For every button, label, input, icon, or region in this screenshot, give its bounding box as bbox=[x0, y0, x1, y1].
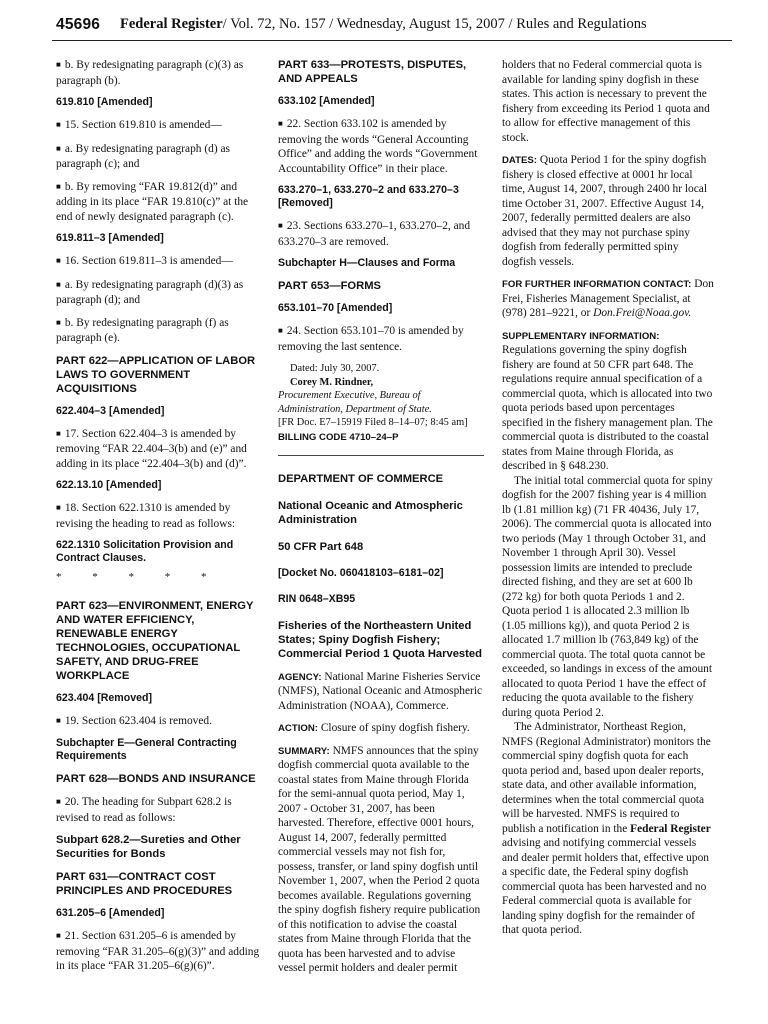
paragraph: ■ a. By redesignating paragraph (d) as paragraph (c); and bbox=[56, 142, 262, 172]
dated-line: Dated: July 30, 2007. bbox=[290, 363, 380, 374]
paragraph bbox=[502, 720, 714, 938]
part-heading: PART 622—APPLICATION OF LABOR LAWS TO GOVERNMENT ACQUISITIONS bbox=[56, 354, 256, 395]
section-heading: 622.404–3 [Amended] bbox=[56, 404, 165, 417]
agency-text: National Marine Fisheries Service (NMFS), National Oceanic and Atmospheric Administration (NOAA), Commerce. bbox=[278, 670, 483, 712]
ellipsis-stars: * * * * * bbox=[56, 571, 221, 583]
column-2 bbox=[278, 58, 484, 984]
paragraph: ■ b. By redesignating paragraph (f) as paragraph (e). bbox=[56, 316, 262, 346]
subpart-heading: Subpart 628.2—Sureties and Other Securities for Bonds bbox=[56, 834, 241, 860]
part-heading: PART 628—BONDS AND INSURANCE bbox=[56, 773, 256, 785]
section-heading: 619.810 [Amended] bbox=[56, 96, 153, 108]
federal-register-ref: Federal Register bbox=[630, 822, 711, 835]
supplementary-label: SUPPLEMENTARY INFORMATION: bbox=[502, 330, 660, 342]
docket-number: [Docket No. 060418103–6181–02] bbox=[278, 566, 444, 579]
part-heading: PART 631—CONTRACT COST PRINCIPLES AND PROCEDURES bbox=[56, 871, 233, 897]
paragraph: ■ 22. Section 633.102 is amended by removing the words “General Accounting Office” and adding the words “Government Accountability Office” in their place. bbox=[278, 117, 484, 176]
department-heading: DEPARTMENT OF COMMERCE bbox=[278, 472, 444, 485]
signer-name: Corey M. Rindner, bbox=[290, 376, 374, 388]
paragraph: holders that no Federal commercial quota is available for landing spiny dogfish in these states. This action is necessary to prevent the fishery from exceeding its Period 1 quota and to allow for effective management of this stock. bbox=[502, 59, 710, 144]
dates-paragraph bbox=[502, 153, 714, 269]
paragraph: ■ 20. The heading for Subpart 628.2 is revised to read as follows: bbox=[56, 795, 262, 825]
subchapter-heading: Subchapter E—General Contracting Requirements bbox=[56, 737, 237, 762]
action-text: Closure of spiny dogfish fishery. bbox=[320, 722, 470, 734]
agency-paragraph bbox=[278, 670, 484, 714]
paragraph: ■ 18. Section 622.1310 is amended by revising the heading to read as follows: bbox=[56, 501, 262, 531]
paragraph: ■ 15. Section 619.810 is amended— bbox=[56, 118, 262, 134]
running-head bbox=[120, 16, 647, 33]
paragraph: ■ 19. Section 623.404 is removed. bbox=[56, 714, 262, 730]
signer-title: Procurement Executive, Bureau of Administration, Department of State. bbox=[278, 390, 432, 415]
section-heading: 633.102 [Amended] bbox=[278, 95, 375, 107]
part-heading: PART 623—ENVIRONMENT, ENERGY AND WATER EFFICIENCY, RENEWABLE ENERGY TECHNOLOGIES, OCCUPATIONAL SAFETY, AND DRUG-FREE WORKPLACE bbox=[56, 599, 254, 682]
contact-email: Don.Frei@Noaa.gov. bbox=[593, 307, 692, 319]
contact-text: Don Frei, Fisheries Management Specialist, at (978) 281–9221, or bbox=[502, 278, 714, 319]
supplementary-text: Regulations governing the spiny dogfish fishery are found at 50 CFR part 648. The regulations require annual specification of a commercial quota, which is allocated into two quota periods based upon percentages specified in the fishery management plan. The commercial quota is distributed to the coastal states from Maine through Florida, as described in § 648.230. bbox=[502, 344, 713, 472]
action-paragraph bbox=[278, 721, 484, 736]
paragraph: ■ b. By redesignating paragraph (c)(3) as paragraph (b). bbox=[56, 58, 262, 88]
cfr-part: 50 CFR Part 648 bbox=[278, 540, 364, 553]
paragraph-text: The Administrator, Northeast Region, NMFS (Regional Administrator) monitors the commercial spiny dogfish quota for each quota period and, based upon dealer reports, state data, and other available information, determines when the total commercial quota will be harvested. NMFS is required to publish a notification in the bbox=[502, 721, 711, 835]
agency-heading: National Oceanic and Atmospheric Administration bbox=[278, 499, 463, 526]
column-1 bbox=[56, 58, 262, 982]
supplementary-paragraph bbox=[502, 329, 714, 474]
contact-paragraph bbox=[502, 277, 714, 321]
fr-doc-line: [FR Doc. E7–15919 Filed 8–14–07; 8:45 am] bbox=[278, 417, 468, 428]
rin-number: RIN 0648–XB95 bbox=[278, 592, 356, 605]
paragraph: ■ 17. Section 622.404–3 is amended by removing “FAR 22.404–3(b) and (e)” and adding in its place “22.404–3(b) and (d)”. bbox=[56, 427, 262, 472]
section-heading: 633.270–1, 633.270–2 and 633.270–3 [Removed] bbox=[278, 184, 459, 209]
issue-info: / Vol. 72, No. 157 / Wednesday, August 15, 2007 / Rules and Regulations bbox=[222, 16, 647, 32]
paragraph-text: advising and notifying commercial vessels and dealer permit holders that, effective upon a specific date, the Federal spiny dogfish commercial quota has been harvested and no Federal commercial quota is available for landing spiny dogfish for the remainder of that quota period. bbox=[502, 837, 709, 936]
dates-label: DATES: bbox=[502, 155, 537, 166]
section-heading: 623.404 [Removed] bbox=[56, 691, 152, 704]
summary-text: NMFS announces that the spiny dogfish commercial quota available to the coastal states from Maine through Florida for the semi-annual quota period, May 1, 2007 - October 31, 2007, has been harvested. Therefore, effective 0001 hours, August 14, 2007, federally permitted commercial vessels may not fish for, possess, transfer, or land spiny dogfish until November 1, 2007, when the Period 2 quota becomes available. Regulations governing the spiny dogfish fishery require publication of this notification to advise the coastal states from Maine through Florida that the quota has been harvested and to advise vessel permit holders and dealer permit bbox=[278, 744, 481, 974]
paragraph: ■ 21. Section 631.205–6 is amended by removing “FAR 31.205–6(g)(3)” and adding in its place “FAR 31.205–6(g)(6)”. bbox=[56, 929, 262, 974]
rule-title: Fisheries of the Northeastern United States; Spiny Dogfish Fishery; Commercial Period 1 Quota Harvested bbox=[278, 619, 482, 660]
column-3 bbox=[502, 58, 714, 938]
part-heading: PART 653—FORMS bbox=[278, 280, 381, 292]
dates-text: Quota Period 1 for the spiny dogfish fishery is closed effective at 0001 hr local time, August 14, 2007, through 2400 hr local time October 31, 2007. Effective August 14, 2007, federally permitted dealers are also advised that they may not purchase spiny dogfish from federally permitted spiny dogfish vessels. bbox=[502, 154, 708, 268]
page-header bbox=[52, 6, 732, 41]
subchapter-heading: Subchapter H—Clauses and Forma bbox=[278, 257, 456, 269]
part-heading: PART 633—PROTESTS, DISPUTES, AND APPEALS bbox=[278, 59, 467, 85]
paragraph: ■ 24. Section 653.101–70 is amended by removing the last sentence. bbox=[278, 324, 484, 354]
paragraph: ■ 23. Sections 633.270–1, 633.270–2, and 633.270–3 are removed. bbox=[278, 219, 484, 249]
section-heading: 622.1310 Solicitation Provision and Contract Clauses. bbox=[56, 539, 234, 564]
paragraph: ■ b. By removing “FAR 19.812(d)” and adding in its place “FAR 19.810(c)” at the end of newly designated paragraph (c). bbox=[56, 180, 262, 225]
paragraph: ■ 16. Section 619.811–3 is amended— bbox=[56, 254, 262, 270]
contact-label: FOR FURTHER INFORMATION CONTACT: bbox=[502, 279, 692, 290]
section-heading: 631.205–6 [Amended] bbox=[56, 907, 165, 919]
agency-label: AGENCY: bbox=[278, 671, 322, 683]
paragraph: ■ a. By redesignating paragraph (d)(3) as paragraph (d); and bbox=[56, 278, 262, 308]
publication-name: Federal Register bbox=[120, 16, 223, 32]
billing-code: BILLING CODE 4710–24–P bbox=[278, 431, 399, 443]
section-heading: 619.811–3 [Amended] bbox=[56, 232, 164, 244]
page-number: 45696 bbox=[56, 16, 101, 33]
section-heading: 622.13.10 [Amended] bbox=[56, 479, 162, 491]
summary-label: SUMMARY: bbox=[278, 745, 330, 757]
summary-paragraph bbox=[278, 744, 484, 976]
divider bbox=[278, 455, 484, 456]
paragraph: The initial total commercial quota for spiny dogfish for the 2007 fishing year is 4 million lb (1.81 million kg) (71 FR 40436, July 17, 2006). The commercial quota is allocated into two periods (May 1 through October 31, and November 1 through April 30). Vessel possession limits are intended to preclude directed fishing, and they are set at 600 lb (272 kg) for both quota Periods 1 and 2. Quota period 1 is allocated 2.3 million lb (1.05 millions kg)), and quota Period 2 is allocated 1.7 million lb (763,849 kg) of the commercial quota. The total quota cannot be exceeded, so landings in excess of the amount allocated to quota Period 1 have the effect of reducing the quota available to the fishery during quota Period 2. bbox=[502, 474, 713, 719]
section-heading: 653.101–70 [Amended] bbox=[278, 302, 393, 314]
action-label: ACTION: bbox=[278, 723, 318, 734]
